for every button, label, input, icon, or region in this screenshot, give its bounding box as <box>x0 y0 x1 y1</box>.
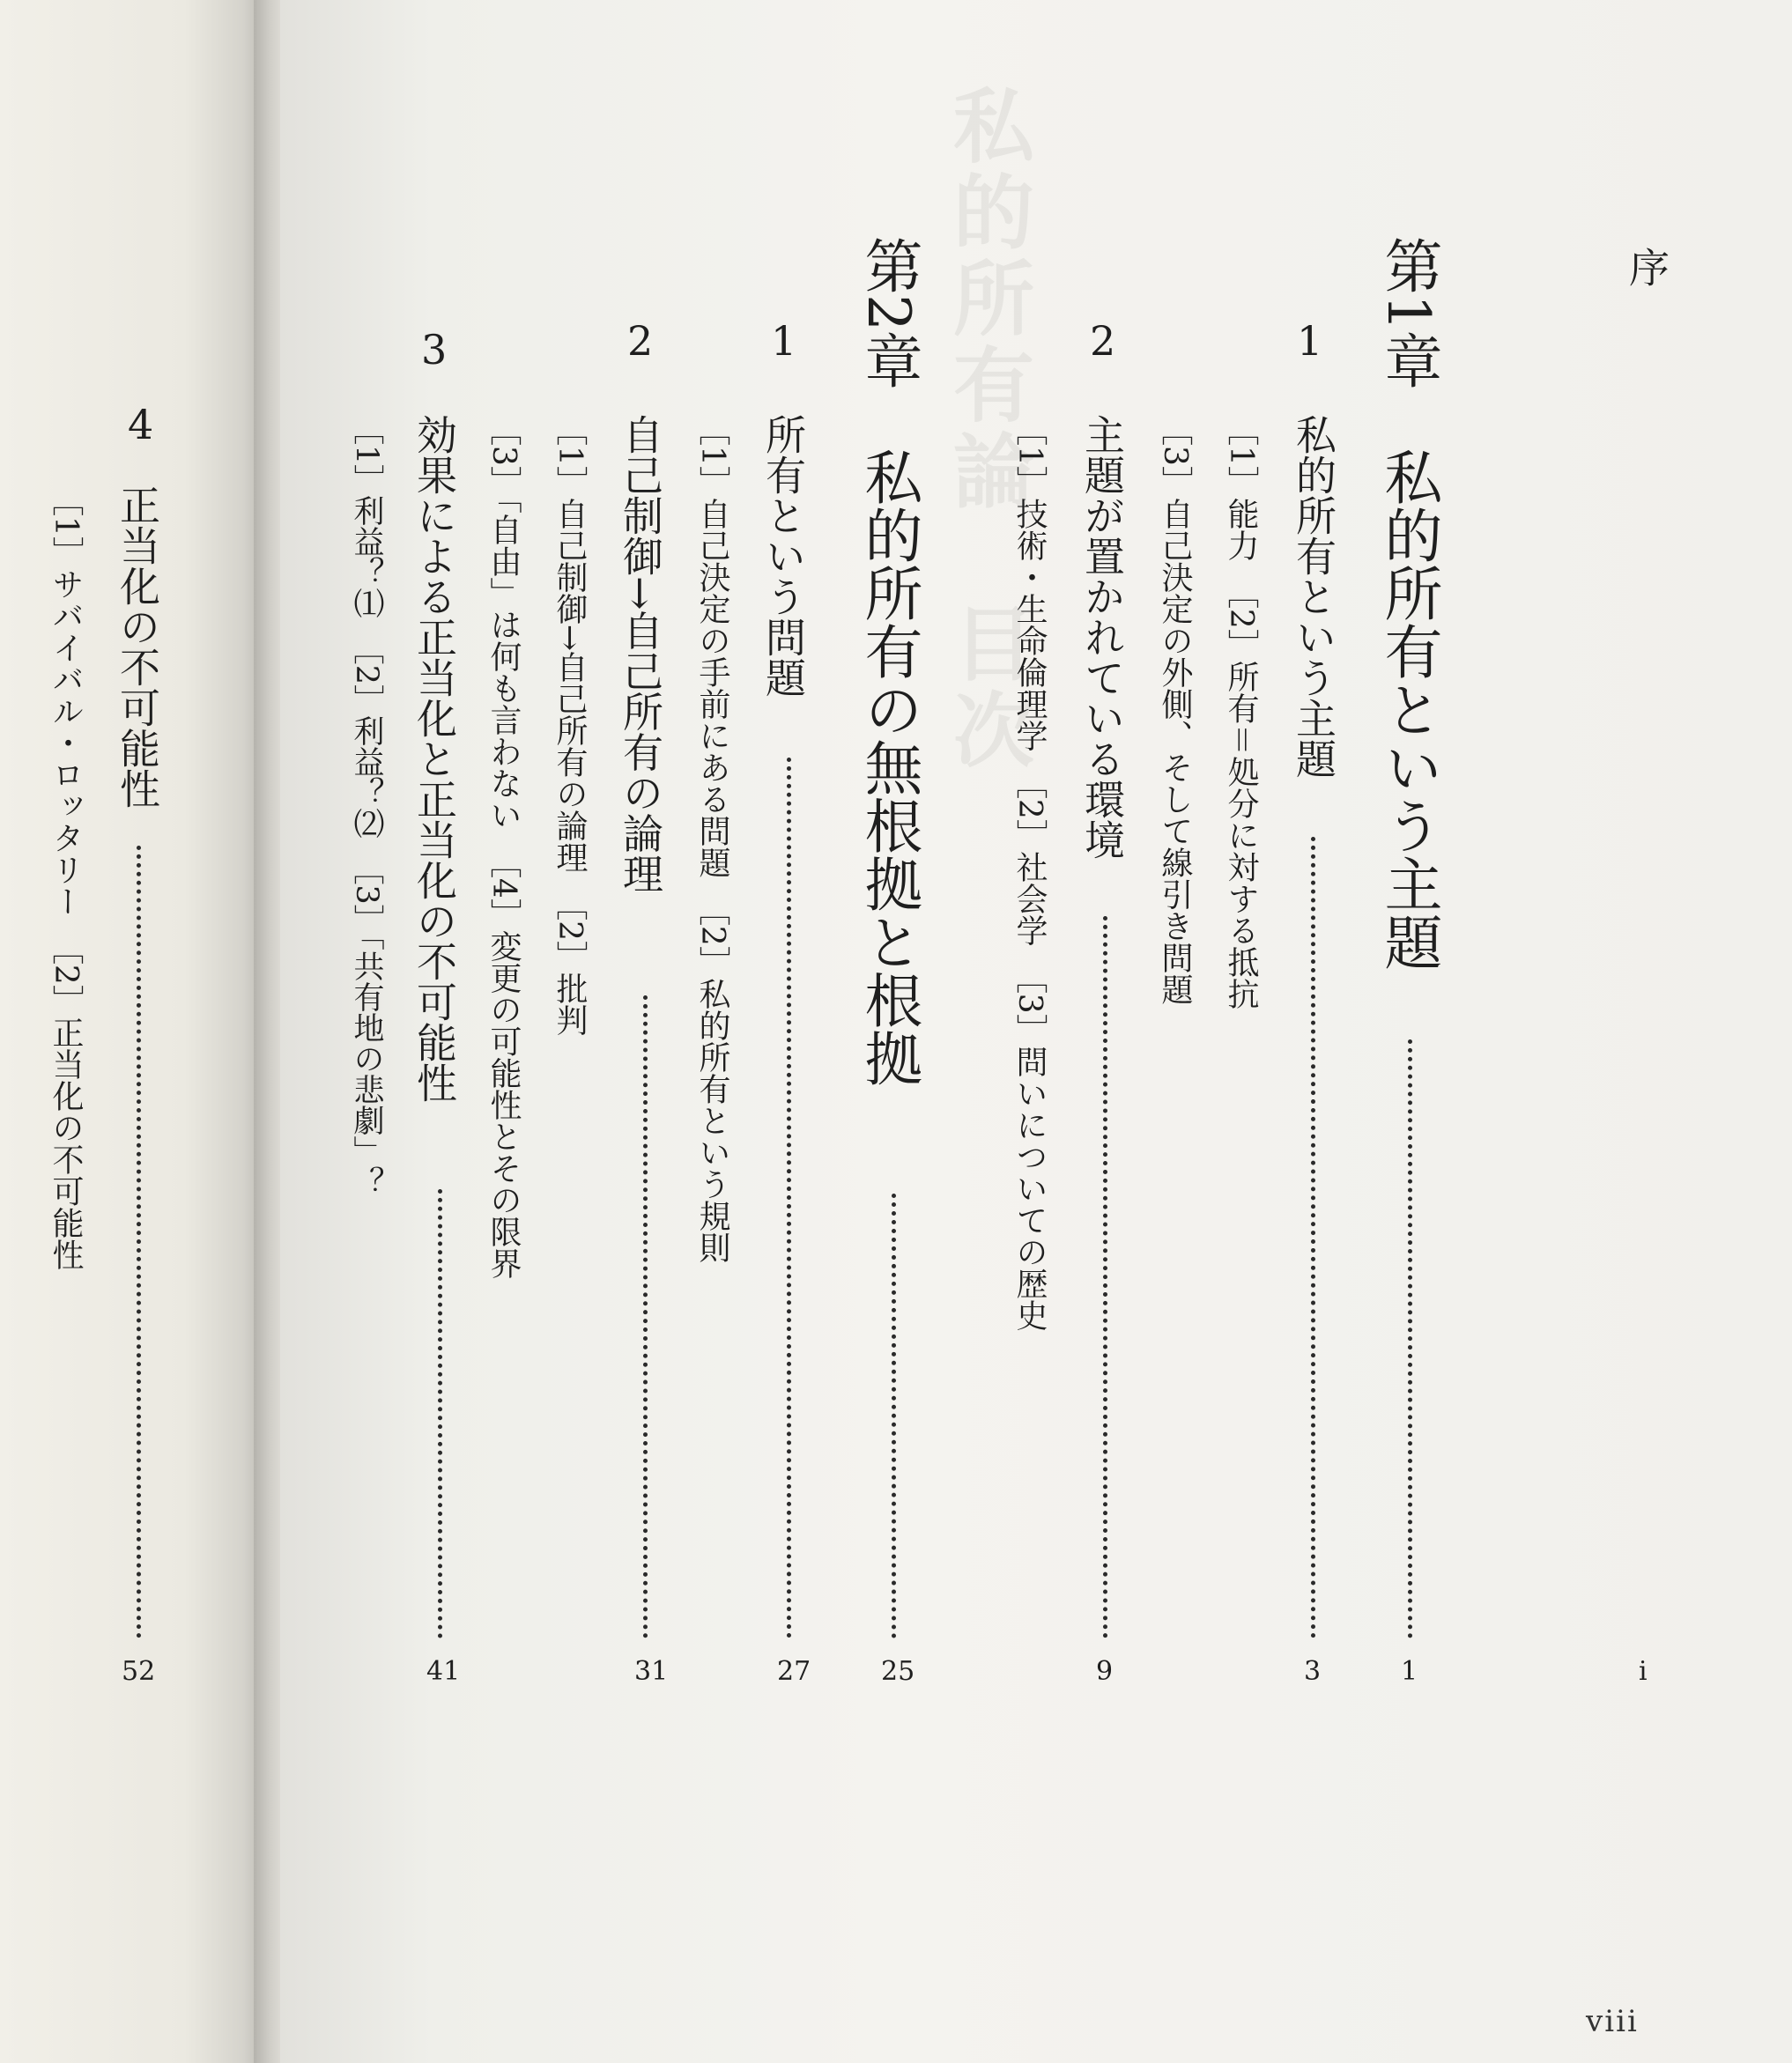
toc-ch2-s3-title: 効果による正当化と正当化の不可能性 <box>411 414 458 1103</box>
toc-chapter2-title: 第2章 私的所有の無根拠と根拠 <box>855 236 922 1087</box>
toc-ch2-s4-leader <box>137 846 141 1638</box>
toc-ch2-s1-number: 1 <box>771 317 797 365</box>
toc-chapter1-page: 1 <box>1401 1656 1418 1687</box>
toc-ch1-s1-title: 私的所有という主題 <box>1290 414 1337 779</box>
toc-ch2-s1-page: 27 <box>777 1656 811 1687</box>
toc-ch2-s2-number: 2 <box>627 317 654 365</box>
toc-ch2-s4-page: 52 <box>122 1656 156 1687</box>
toc-ch1-s2-page: 9 <box>1096 1656 1114 1687</box>
toc-ch1-s1-subsections-a: ［1］能力 ［2］所有＝処分に対する抵抗 <box>1223 414 1259 1009</box>
toc-ch2-s1-subsections: ［1］自己決定の手前にある問題 ［2］私的所有という規則 <box>694 414 730 1263</box>
show-through-text: 私的所有論 目次 <box>940 84 1035 774</box>
toc-ch2-s3-subsections: ［1］利益？⑴ ［2］利益？⑵ ［3］「共有地の悲劇」？ <box>349 414 384 1198</box>
toc-chapter2-page: 25 <box>881 1656 915 1687</box>
toc-ch1-s2-title: 主題が置かれている環境 <box>1078 414 1126 860</box>
facing-page <box>0 0 264 2063</box>
toc-ch2-s3-number: 3 <box>421 326 448 373</box>
toc-ch2-s2-title: 自己制御→自己所有の論理 <box>617 414 664 894</box>
toc-ch2-s4-subsections: ［1］サバイバル・ロッタリー ［2］正当化の不可能性 <box>48 484 84 1270</box>
toc-chapter1-title: 第1章 私的所有という主題 <box>1374 236 1442 971</box>
toc-ch2-s2-leader <box>643 995 648 1638</box>
toc-preface-page: i <box>1639 1656 1648 1687</box>
toc-chapter1-leader <box>1408 1039 1412 1638</box>
toc-ch2-s2-subsections-a: ［1］自己制御→自己所有の論理 ［2］批判 <box>552 414 588 1036</box>
toc-ch2-s1-leader <box>787 758 791 1638</box>
toc-ch1-s1-page: 3 <box>1304 1656 1322 1687</box>
toc-ch2-s2-subsections-b: ［3］「自由」は何も言わない ［4］変更の可能性とその限界 <box>485 414 522 1279</box>
toc-ch1-s1-leader <box>1311 837 1315 1638</box>
toc-chapter2-leader <box>892 1194 896 1638</box>
toc-ch2-s4-title: 正当化の不可能性 <box>114 484 161 809</box>
toc-ch2-s2-page: 31 <box>634 1656 669 1687</box>
toc-preface-title: 序 <box>1623 247 1670 287</box>
toc-ch2-s1-title: 所有という問題 <box>759 414 807 698</box>
toc-ch1-s1-number: 1 <box>1297 317 1323 365</box>
toc-ch1-s1-subsections-b: ［3］自己決定の外側、そして線引き問題 <box>1157 414 1193 1005</box>
page-folio: viii <box>1586 2004 1639 2039</box>
toc-ch2-s3-page: 41 <box>426 1656 461 1687</box>
toc-ch2-s3-leader <box>438 1189 442 1638</box>
toc-ch1-s2-leader <box>1103 916 1107 1638</box>
toc-ch1-s2-subsections: ［1］技術・生命倫理学 ［2］社会学 ［3］問いについての歴史 <box>1011 414 1048 1331</box>
toc-ch1-s2-number: 2 <box>1090 317 1116 365</box>
toc-ch2-s4-number: 4 <box>128 401 154 448</box>
